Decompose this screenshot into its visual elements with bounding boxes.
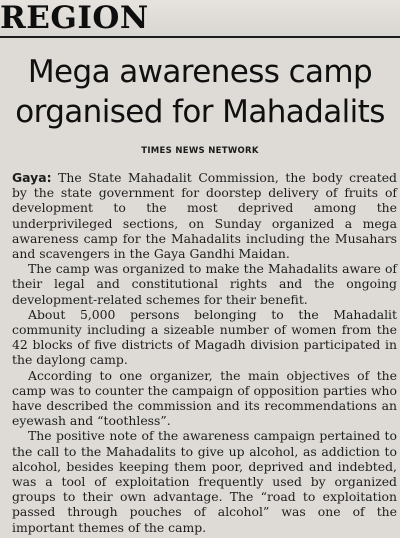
article-paragraph-3: About 5,000 persons belonging to the Mahadalit community including a sizeable number of women from the 42 blocks of five districts of Magadh division participated in the daylong camp. [12, 306, 397, 368]
headline-line-2: organised for Mahadalits [15, 94, 385, 130]
paragraph-1-text: The State Mahadalit Commission, the body created by the state government for doorstep delivery of fruits of development to the most deprived among the underprivileged sections, on Sunday organized a mega awareness camp for the Mahadalits including the Musahars and scavengers in the Gaya Gandhi Maidan. [12, 170, 397, 262]
byline: TIMES NEWS NETWORK [141, 146, 259, 156]
article-paragraph-1 [12, 170, 397, 261]
headline [0, 52, 400, 132]
article-paragraph-5: The positive note of the awareness campaign pertained to the call to the Mahadalits to give up alcohol, as addiction to alcohol, besides keeping them poor, deprived and indebted, was a tool of exploitation frequently used by organized groups to their own advantage. The “road to exploitation passed through pouches of alcohol” was one of the important themes of the camp. [12, 428, 397, 535]
section-divider [0, 36, 400, 38]
section-label: REGION [0, 0, 149, 36]
headline-line-1: Mega awareness camp [27, 54, 373, 90]
article-body [12, 170, 397, 535]
dateline: Gaya: [12, 170, 52, 185]
article-paragraph-4: According to one organizer, the main objectives of the camp was to counter the campaign of opposition parties who have described the commission and its recommendations an eyewash and “toothless”. [12, 367, 397, 429]
article-paragraph-2: The camp was organized to make the Mahadalits aware of their legal and constitutional rights and the ongoing development-related schemes for their benefit. [12, 261, 397, 307]
